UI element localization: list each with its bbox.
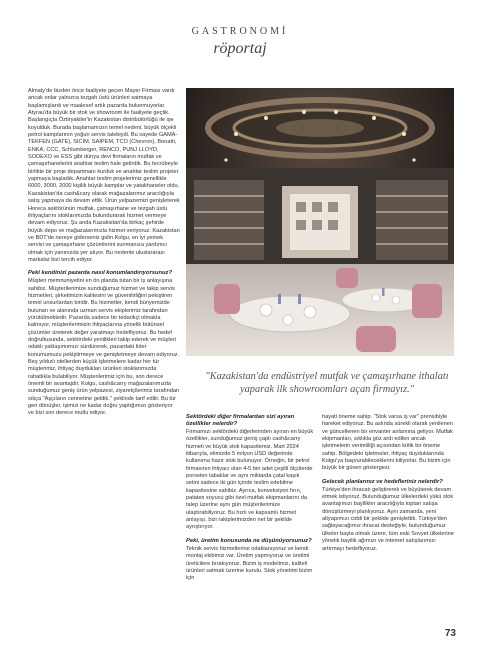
page-header (0, 0, 480, 80)
page-number: 73 (444, 628, 456, 639)
mid-heading-2: Peki, üretim konusunda ne düşünüyorsunuz? (186, 537, 312, 544)
left-column (28, 88, 180, 418)
right-paragraph-2: Türkiye'den ihracatı geliştirerek ve büyüterek devam etmek istiyoruz. Bulunduğumuz ülkelerdeki yükü stok avantajımızı bayilikler aracılığıyla toptan satışa dönüştürmeyi planlıyoruz. Aynı zamanda, yeni altyapımızı ciddi bir şekilde genişlettik. Türkiye'den sağlayacağımız ihracat desteğiyle, bulunduğumuz ülkeler başta olmak üzere, tüm eski Sovyet ülkelerine yönelik bayilik ağımızı ve internet satışlarımızı artırmayı hedefliyoruz. (322, 486, 454, 552)
middle-column (186, 414, 314, 583)
subsection-title: röportaj (213, 40, 267, 57)
mid-paragraph-2: Teknik servis hizmetlerine odaklanıyoruz ve kendi montaj ekibimiz var. Üretim yapmıyoruz ve üretimi üreticilere bırakıyoruz. Bizim iş modelimiz, kaliteli ürünleri satmak üzerine kurulu. Stok yönetimi bizim için (186, 545, 313, 582)
mid-paragraph-1: Firmamızı sektördeki diğerlerinden ayıran en büyük özellikler, sunduğumuz geniş çaplı cash&carry hizmeti ve büyük stok kapasitemiz. Mart 2024 itibarıyla, elimizde 5 milyon USD değerinde kullanıma hazır stok bulunuyor. Örneğin, bir petrol firmasının ihtiyacı olan 4-5 bin adet çeşitli ölçülerde porselen tabaklar ve aynı miktarda çatal kaşık setini sadece iki gün içinde teslim edebilme kapasitesine sahibiz. Ayrıca, konveksiyon fırın, patates soyucu gibi özel mutfak ekipmanlarını da talep üzerine aynı gün müşterilerimize ulaştırabiliyoruz. Bu hızlı ve kapsamlı hizmet anlayışı, bizi rakiplerimizden net bir şekilde ayrıştırıyor. (186, 429, 314, 531)
left-heading-2: Peki kendinizi pazarda nasıl konumlandırıyorsunuz? (28, 270, 172, 277)
left-paragraph-2: Müşteri memnuniyetini en ön planda tutan bir iş anlayışına sahibiz. Müşterilerimize sunduğumuz hizmet ve takip servis hizmetleri, şirketimizin kalitesini ve güvenilirliğini pekiştiren temel unsurlardan biridir. Bu hizmetler, kendi bünyemizde bulunan ve alanında uzman servis ekiplerimiz tarafından yürütülmektedir. Pazarda sadece bir tedarikçi olmakla kalmıyor, müşterilerimizin ihtiyaçlarına yönelik bütünsel çözümler üreterek değer yaratmayı hedefliyoruz. Bu hedef doğrultusunda, sektördeki yenilikleri takip ederek ve müşteri odaklı yaklaşımımızı sürdürerek, pazardaki lider konumumuzu pekiştirmeye ve genişletmeye devam ediyoruz. Beş yıldızlı otellerden küçük işletmelere kadar her tür müşterimiz, ihtiyaç duydukları ürünleri stoklarımızda rahatlıkla bulabiliyor. Müşterilerimiz için bu, son derece önemli bir avantajdır. Kolgu, cash&carry mağazalarımızda sunduğumuz geniş ürün yelpazesi, ziyaretçilerimiz tarafından sıkça "Aşçıların cennetine geldik." şeklinde tarif edilir. Bu tür geri dönüşler, işimizi ne kadar doğru yaptığımızı gösteriyor ve bizi son derece mutlu ediyor. (28, 278, 180, 417)
mid-heading-1: Sektördeki diğer firmalardan sizi ayıran özellikler nelerdir? (186, 414, 295, 427)
restaurant-interior-image (186, 88, 454, 356)
restaurant-photo (186, 88, 454, 356)
pull-quote: "Kazakistan'da endüstriyel mutfak ve çamaşırhane ithalatı yaparak ilk showroomları açan firmayız." (205, 371, 449, 395)
left-paragraph-1: Almaty'de bizden önce faaliyete geçen Mayer Firması vardı ancak onlar yalnızca tezgah üstü ürünleri satmaya başlamışlardı ve maalesef artık pazarda bulunmuyorlar. Atyrau'da büyük bir stok ve showroom ile faaliyete geçtik. Başlangıçta Öztiryakiler'in Kazakistan distribütörlüğü ile işe koyulduk. Burada başlamamızın temel nedeni, büyük ölçekli petrol kamplarının yoğun servis talebiydi. Bu sayede GAMA-TEKFEN (GATE), SICIM, SAIPEM, TCO (Chevron), Bonatti, ENKA, CCC, Schlumberger, RENCO, PUNJ LLOYD, SODEXO ve ESS gibi dünya devi firmaların mutfak ve çamaşırhanelerini anahtar teslim hale getirdik. Bu tecrübeyle birlikte bir proje departmanı kurduk ve anahtar teslim projeler yapmaya başladık. Anahtar teslim projelerimiz genellikle 6000, 3000, 2000 kişilik büyük kamplar ve yatakhaneler oldu. Kazakistan'da cash&cary olarak mağazalarımız aracılığıyla satış yapmaya da devam ettik. Ürün yelpazemizi genişleterek Horeca sektörünün mutfak, çamaşırhane ve tezgah üstü ihtiyaçlarını stoklarımızda bulundurarak hizmet vermeye devam ediyoruz. Şu anda Kazakistan'da birkaç şehirde büyük depo ve mağazalarımızla hizmet veriyoruz. Kazakistan ve BDT'de nereye giderseniz gidin Kolgu, en iyi yemek servisi ve çamaşırhane çözümlerini sunmanıza yardımcı olmak için yanınızda yer alıyor. Bu nedenle uluslararası markalar bizi tercih ediyor. (28, 88, 180, 263)
right-paragraph-1: hayati öneme sahip. "Stok varsa iş var" prensibiyle hareket ediyoruz. Bu aslında sürekli olarak yenilenen ve güncellenen bir envanter anlamına geliyor. Mutfak ekipmanları, sıklıkla göz ardı edilen ancak işletmelerin verimliliği açısından kritik bir öneme sahip. Bölgedeki işletmeler, ihtiyaç duyduklarında Kolgu'ya başvurabileceklerini biliyorlar. Bu bizim için büyük bir güven göstergesi. (322, 414, 453, 472)
right-column (322, 414, 454, 553)
section-title: GASTRONOMİ (191, 26, 289, 37)
right-heading-2: Gelecek planlarınız ve hedefleriniz nelerdir? (322, 478, 443, 485)
